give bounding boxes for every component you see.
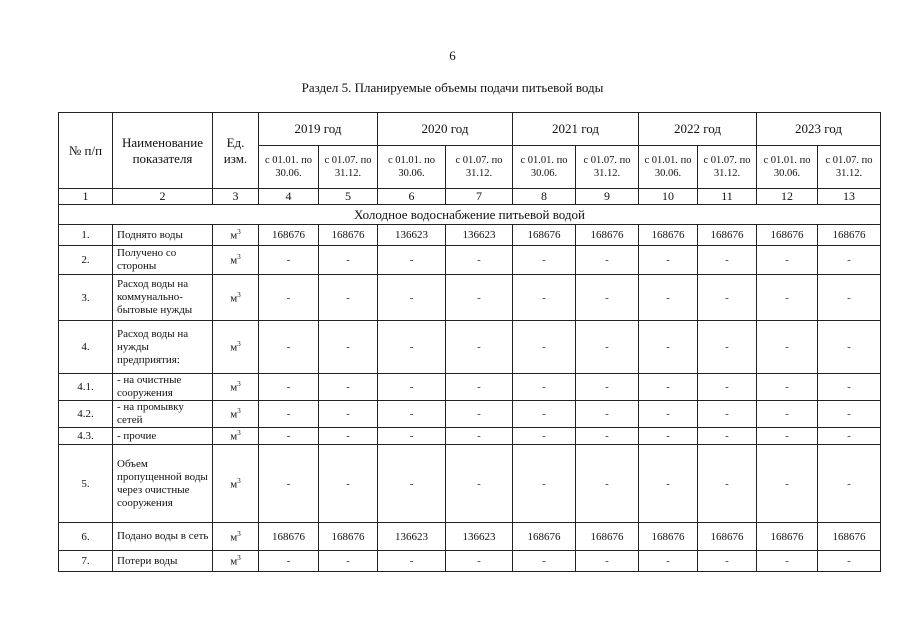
- header-period: с 01.07. по 31.12.: [446, 146, 513, 189]
- row-unit: [213, 374, 259, 401]
- row-value: 136623: [446, 523, 513, 551]
- row-indicator-name: - прочие: [113, 428, 213, 445]
- row-value: -: [576, 401, 639, 428]
- row-value: -: [576, 374, 639, 401]
- row-value: -: [639, 246, 698, 275]
- row-value: -: [259, 445, 319, 523]
- row-value: -: [757, 551, 818, 572]
- row-unit: [213, 445, 259, 523]
- row-value: -: [513, 246, 576, 275]
- unit-exponent: 3: [237, 290, 241, 299]
- row-unit: [213, 551, 259, 572]
- row-value: -: [378, 275, 446, 321]
- row-indicator-name: Потери воды: [113, 551, 213, 572]
- row-indicator-name: Поднято воды: [113, 225, 213, 246]
- row-value: -: [818, 445, 881, 523]
- table-row: [59, 321, 881, 374]
- row-value: 168676: [698, 523, 757, 551]
- header-year: 2021 год: [513, 113, 639, 146]
- row-value: -: [639, 321, 698, 374]
- row-value: -: [513, 374, 576, 401]
- section-header-row: [59, 205, 881, 225]
- table-row: [59, 428, 881, 445]
- row-value: -: [513, 428, 576, 445]
- row-value: -: [576, 246, 639, 275]
- row-value: 168676: [513, 523, 576, 551]
- row-value: 168676: [576, 523, 639, 551]
- row-value: -: [639, 374, 698, 401]
- row-number: 1.: [59, 225, 113, 246]
- row-value: -: [818, 401, 881, 428]
- row-value: 168676: [513, 225, 576, 246]
- row-value: 168676: [818, 523, 881, 551]
- row-value: 168676: [639, 225, 698, 246]
- table-row: [59, 275, 881, 321]
- row-value: 136623: [378, 523, 446, 551]
- header-period: с 01.07. по 31.12.: [698, 146, 757, 189]
- row-value: -: [446, 246, 513, 275]
- unit-exponent: 3: [237, 340, 241, 349]
- unit-exponent: 3: [237, 476, 241, 485]
- row-number: 2.: [59, 246, 113, 275]
- header-period: с 01.01. по 30.06.: [757, 146, 818, 189]
- row-indicator-name: - на промывку сетей: [113, 401, 213, 428]
- row-value: -: [319, 401, 378, 428]
- unit-base: м: [230, 531, 238, 544]
- header-num: № п/п: [59, 113, 113, 189]
- header-row-years: [59, 113, 881, 146]
- row-number: 3.: [59, 275, 113, 321]
- header-period: с 01.07. по 31.12.: [319, 146, 378, 189]
- row-value: -: [259, 401, 319, 428]
- row-indicator-name: Получено со стороны: [113, 246, 213, 275]
- row-value: 168676: [757, 225, 818, 246]
- row-unit: [213, 225, 259, 246]
- row-value: -: [319, 246, 378, 275]
- header-period: с 01.07. по 31.12.: [576, 146, 639, 189]
- row-value: -: [639, 275, 698, 321]
- row-value: -: [319, 321, 378, 374]
- row-indicator-name: Расход воды на коммунально-бытовые нужды: [113, 275, 213, 321]
- row-value: -: [319, 428, 378, 445]
- header-period: с 01.01. по 30.06.: [639, 146, 698, 189]
- table-row: [59, 225, 881, 246]
- row-number: 7.: [59, 551, 113, 572]
- row-value: -: [576, 445, 639, 523]
- column-number: 4: [259, 189, 319, 205]
- unit-base: м: [230, 408, 238, 421]
- row-value: -: [319, 374, 378, 401]
- row-value: -: [757, 445, 818, 523]
- header-period: с 01.01. по 30.06.: [378, 146, 446, 189]
- row-value: -: [698, 374, 757, 401]
- row-value: -: [259, 428, 319, 445]
- column-number: 6: [378, 189, 446, 205]
- row-value: 168676: [576, 225, 639, 246]
- unit-base: м: [230, 555, 238, 568]
- header-unit: Ед. изм.: [213, 113, 259, 189]
- row-value: -: [513, 275, 576, 321]
- unit-exponent: 3: [237, 228, 241, 237]
- row-value: -: [513, 551, 576, 572]
- row-value: -: [757, 246, 818, 275]
- unit-exponent: 3: [237, 529, 241, 538]
- table-row: [59, 246, 881, 275]
- row-number: 4.2.: [59, 401, 113, 428]
- row-value: -: [259, 374, 319, 401]
- unit-exponent: 3: [237, 253, 241, 262]
- column-number: 1: [59, 189, 113, 205]
- column-number: 11: [698, 189, 757, 205]
- row-value: 168676: [818, 225, 881, 246]
- column-number: 10: [639, 189, 698, 205]
- row-value: -: [576, 321, 639, 374]
- header-year: 2019 год: [259, 113, 378, 146]
- row-value: -: [513, 321, 576, 374]
- column-number: 2: [113, 189, 213, 205]
- table-row: [59, 551, 881, 572]
- row-value: 136623: [378, 225, 446, 246]
- row-value: 168676: [319, 523, 378, 551]
- row-value: -: [378, 321, 446, 374]
- unit-base: м: [230, 478, 238, 491]
- row-value: -: [446, 445, 513, 523]
- row-value: -: [446, 401, 513, 428]
- row-value: -: [378, 551, 446, 572]
- row-value: -: [378, 428, 446, 445]
- column-number: 8: [513, 189, 576, 205]
- column-number: 12: [757, 189, 818, 205]
- row-number: 4.: [59, 321, 113, 374]
- page-number: 6: [449, 48, 456, 63]
- header-year: 2023 год: [757, 113, 881, 146]
- table-row: [59, 523, 881, 551]
- row-value: -: [513, 445, 576, 523]
- column-number: 13: [818, 189, 881, 205]
- row-value: -: [757, 374, 818, 401]
- row-unit: [213, 401, 259, 428]
- row-value: -: [818, 246, 881, 275]
- row-value: -: [513, 401, 576, 428]
- column-number: 9: [576, 189, 639, 205]
- row-value: -: [818, 428, 881, 445]
- row-value: -: [698, 551, 757, 572]
- row-value: 168676: [639, 523, 698, 551]
- row-value: -: [576, 428, 639, 445]
- row-value: -: [378, 374, 446, 401]
- row-value: -: [698, 246, 757, 275]
- row-value: -: [319, 551, 378, 572]
- row-value: -: [319, 445, 378, 523]
- row-number: 4.3.: [59, 428, 113, 445]
- row-value: -: [378, 401, 446, 428]
- unit-exponent: 3: [237, 380, 241, 389]
- data-rows: [59, 225, 881, 572]
- column-number: 5: [319, 189, 378, 205]
- row-value: 168676: [259, 523, 319, 551]
- row-value: -: [818, 374, 881, 401]
- row-value: -: [576, 275, 639, 321]
- row-value: -: [639, 401, 698, 428]
- row-unit: [213, 275, 259, 321]
- row-value: -: [446, 551, 513, 572]
- row-value: -: [576, 551, 639, 572]
- row-value: -: [639, 445, 698, 523]
- row-unit: [213, 428, 259, 445]
- header-period: с 01.01. по 30.06.: [513, 146, 576, 189]
- row-value: -: [639, 428, 698, 445]
- unit-exponent: 3: [237, 429, 241, 438]
- row-value: 168676: [319, 225, 378, 246]
- table-row: [59, 374, 881, 401]
- column-number-row: [59, 189, 881, 205]
- row-value: 168676: [757, 523, 818, 551]
- header-year: 2020 год: [378, 113, 513, 146]
- unit-base: м: [230, 381, 238, 394]
- row-value: 136623: [446, 225, 513, 246]
- row-value: -: [757, 428, 818, 445]
- row-value: -: [698, 428, 757, 445]
- row-number: 5.: [59, 445, 113, 523]
- row-number: 4.1.: [59, 374, 113, 401]
- unit-base: м: [230, 292, 238, 305]
- row-value: -: [259, 321, 319, 374]
- header-year: 2022 год: [639, 113, 757, 146]
- row-unit: [213, 321, 259, 374]
- water-supply-plan-table: [58, 112, 881, 572]
- row-value: -: [757, 401, 818, 428]
- table-row: [59, 401, 881, 428]
- row-value: -: [818, 275, 881, 321]
- unit-base: м: [230, 229, 238, 242]
- unit-base: м: [230, 254, 238, 267]
- row-value: -: [818, 321, 881, 374]
- section-title: Раздел 5. Планируемые объемы подачи питьевой воды: [301, 80, 604, 95]
- unit-exponent: 3: [237, 407, 241, 416]
- row-value: -: [698, 445, 757, 523]
- column-number: 3: [213, 189, 259, 205]
- row-unit: [213, 246, 259, 275]
- column-number: 7: [446, 189, 513, 205]
- row-value: -: [259, 275, 319, 321]
- row-value: -: [446, 374, 513, 401]
- unit-base: м: [230, 430, 238, 443]
- row-value: -: [259, 246, 319, 275]
- unit-base: м: [230, 341, 238, 354]
- row-number: 6.: [59, 523, 113, 551]
- row-value: -: [698, 275, 757, 321]
- row-value: -: [446, 321, 513, 374]
- row-value: -: [446, 275, 513, 321]
- section-label: Холодное водоснабжение питьевой водой: [59, 205, 881, 225]
- row-value: -: [818, 551, 881, 572]
- row-unit: [213, 523, 259, 551]
- row-value: -: [319, 275, 378, 321]
- row-value: -: [378, 445, 446, 523]
- row-indicator-name: Объем пропущенной воды через очистные сооружения: [113, 445, 213, 523]
- unit-exponent: 3: [237, 554, 241, 563]
- row-value: -: [639, 551, 698, 572]
- row-indicator-name: Подано воды в сеть: [113, 523, 213, 551]
- row-value: -: [259, 551, 319, 572]
- table-row: [59, 445, 881, 523]
- row-indicator-name: Расход воды на нужды предприятия:: [113, 321, 213, 374]
- header-name: Наименование показателя: [113, 113, 213, 189]
- row-value: -: [698, 321, 757, 374]
- header-period: с 01.01. по 30.06.: [259, 146, 319, 189]
- row-value: -: [757, 275, 818, 321]
- header-period: с 01.07. по 31.12.: [818, 146, 881, 189]
- row-value: 168676: [698, 225, 757, 246]
- row-value: -: [446, 428, 513, 445]
- row-indicator-name: - на очистные сооружения: [113, 374, 213, 401]
- row-value: 168676: [259, 225, 319, 246]
- row-value: -: [378, 246, 446, 275]
- row-value: -: [757, 321, 818, 374]
- row-value: -: [698, 401, 757, 428]
